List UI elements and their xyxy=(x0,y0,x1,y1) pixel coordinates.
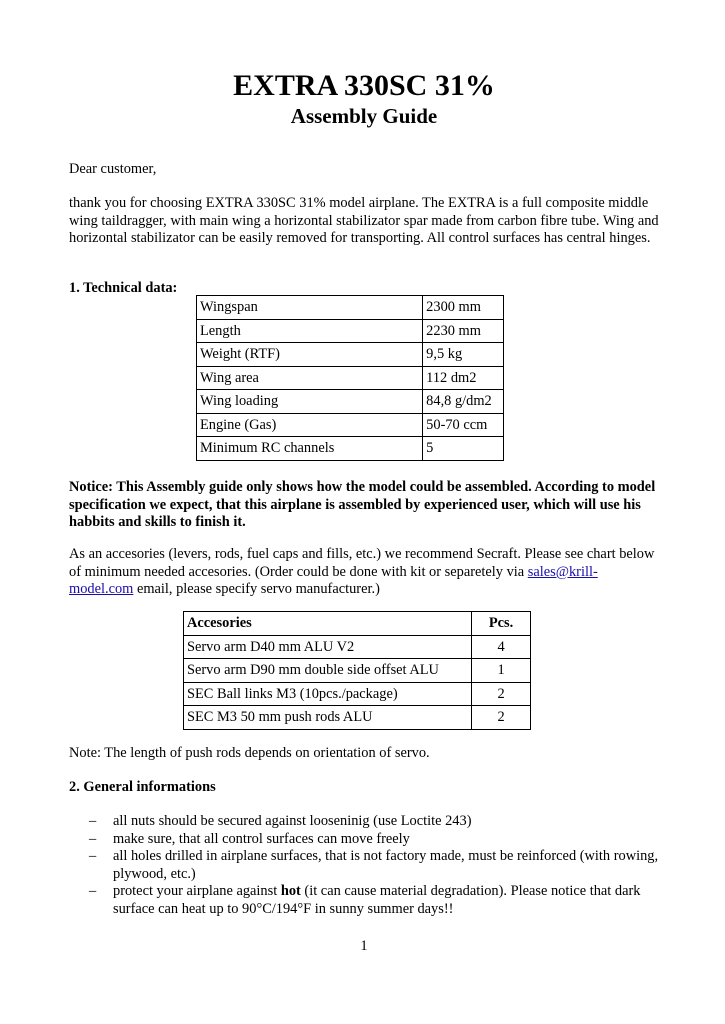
accessory-qty: 1 xyxy=(472,659,531,683)
technical-data-row xyxy=(197,366,504,390)
accessories-text-before: As an accesories (levers, rods, fuel caps and fills, etc.) we recommend Secraft. Please see chart below of minimum needed accesories. (Order could be done with kit or separetely via xyxy=(69,546,655,580)
technical-data-heading: 1. Technical data: xyxy=(69,280,178,296)
technical-data-table xyxy=(196,295,504,461)
general-info-list xyxy=(89,813,659,918)
technical-data-label: Minimum RC channels xyxy=(197,437,423,461)
general-info-heading: 2. General informations xyxy=(69,779,216,795)
accessory-qty: 2 xyxy=(472,706,531,730)
general-info-text-before: protect your airplane against xyxy=(113,883,281,899)
intro-paragraph: thank you for choosing EXTRA 330SC 31% model airplane. The EXTRA is a full composite middle wing taildragger, with main wing a horizontal stabilizator spar made from carbon fibre tube. Wing and horizontal stabilizator can be easily removed for transporting. All control surfaces has central hinges. xyxy=(69,195,659,246)
accessories-text-after: email, please specify servo manufacturer.) xyxy=(133,581,380,597)
dash-bullet: – xyxy=(89,848,97,864)
general-info-item xyxy=(89,848,659,883)
general-info-text: all holes drilled in airplane surfaces, that is not factory made, must be reinforced (with rowing, plywood, etc.) xyxy=(113,848,659,882)
technical-data-label: Weight (RTF) xyxy=(197,343,423,367)
accessories-paragraph xyxy=(69,546,659,599)
technical-data-value: 5 xyxy=(423,437,504,461)
technical-data-value: 50-70 ccm xyxy=(423,413,504,437)
dash-bullet: – xyxy=(89,813,97,829)
dash-bullet: – xyxy=(89,883,97,899)
accessories-table xyxy=(183,611,531,730)
technical-data-label: Wing area xyxy=(197,366,423,390)
technical-data-value: 112 dm2 xyxy=(423,366,504,390)
accessories-table-header xyxy=(184,612,531,636)
technical-data-value: 84,8 g/dm2 xyxy=(423,390,504,414)
technical-data-row xyxy=(197,413,504,437)
document-title: EXTRA 330SC 31% xyxy=(233,69,495,102)
general-info-emphasis: hot xyxy=(280,883,301,899)
general-info-text-after: (it can cause material degradation). Please notice that dark surface can heat up to 90°C/194°F in sunny summer days!! xyxy=(113,883,641,917)
accessory-row xyxy=(184,706,531,730)
general-info-item xyxy=(89,883,659,918)
dash-bullet: – xyxy=(89,830,97,847)
technical-data-label: Engine (Gas) xyxy=(197,413,423,437)
technical-data-row xyxy=(197,390,504,414)
sales-email-link[interactable]: sales@krill-model.com xyxy=(69,563,598,597)
technical-data-row xyxy=(197,437,504,461)
accessories-header-qty: Pcs. xyxy=(472,612,531,636)
technical-data-label: Length xyxy=(197,319,423,343)
accessory-qty: 4 xyxy=(472,635,531,659)
technical-data-value: 2300 mm xyxy=(423,296,504,320)
accessory-item: Servo arm D40 mm ALU V2 xyxy=(184,635,472,659)
accessory-item: SEC Ball links M3 (10pcs./package) xyxy=(184,682,472,706)
technical-data-row xyxy=(197,319,504,343)
greeting: Dear customer, xyxy=(69,161,157,177)
accessory-item: Servo arm D90 mm double side offset ALU xyxy=(184,659,472,683)
general-info-text: make sure, that all control surfaces can move freely xyxy=(113,830,410,847)
technical-data-label: Wingspan xyxy=(197,296,423,320)
technical-data-value: 2230 mm xyxy=(423,319,504,343)
accessory-qty: 2 xyxy=(472,682,531,706)
accessory-row xyxy=(184,659,531,683)
document-subtitle: Assembly Guide xyxy=(290,104,438,128)
technical-data-row xyxy=(197,343,504,367)
technical-data-value: 9,5 kg xyxy=(423,343,504,367)
pushrod-note: Note: The length of push rods depends on orientation of servo. xyxy=(69,745,430,761)
accessory-item: SEC M3 50 mm push rods ALU xyxy=(184,706,472,730)
accessory-row xyxy=(184,635,531,659)
assembly-notice: Notice: This Assembly guide only shows how the model could be assembled. According to model specification we expect, that this airplane is assembled by experienced user, which will use his habbits and skills to finish it. xyxy=(69,479,656,530)
page-number: 1 xyxy=(360,938,368,954)
general-info-item xyxy=(89,831,659,849)
accessories-header-item: Accesories xyxy=(184,612,472,636)
general-info-item xyxy=(89,813,659,831)
technical-data-label: Wing loading xyxy=(197,390,423,414)
technical-data-row xyxy=(197,296,504,320)
accessory-row xyxy=(184,682,531,706)
general-info-text: all nuts should be secured against looseninig (use Loctite 243) xyxy=(113,813,472,829)
